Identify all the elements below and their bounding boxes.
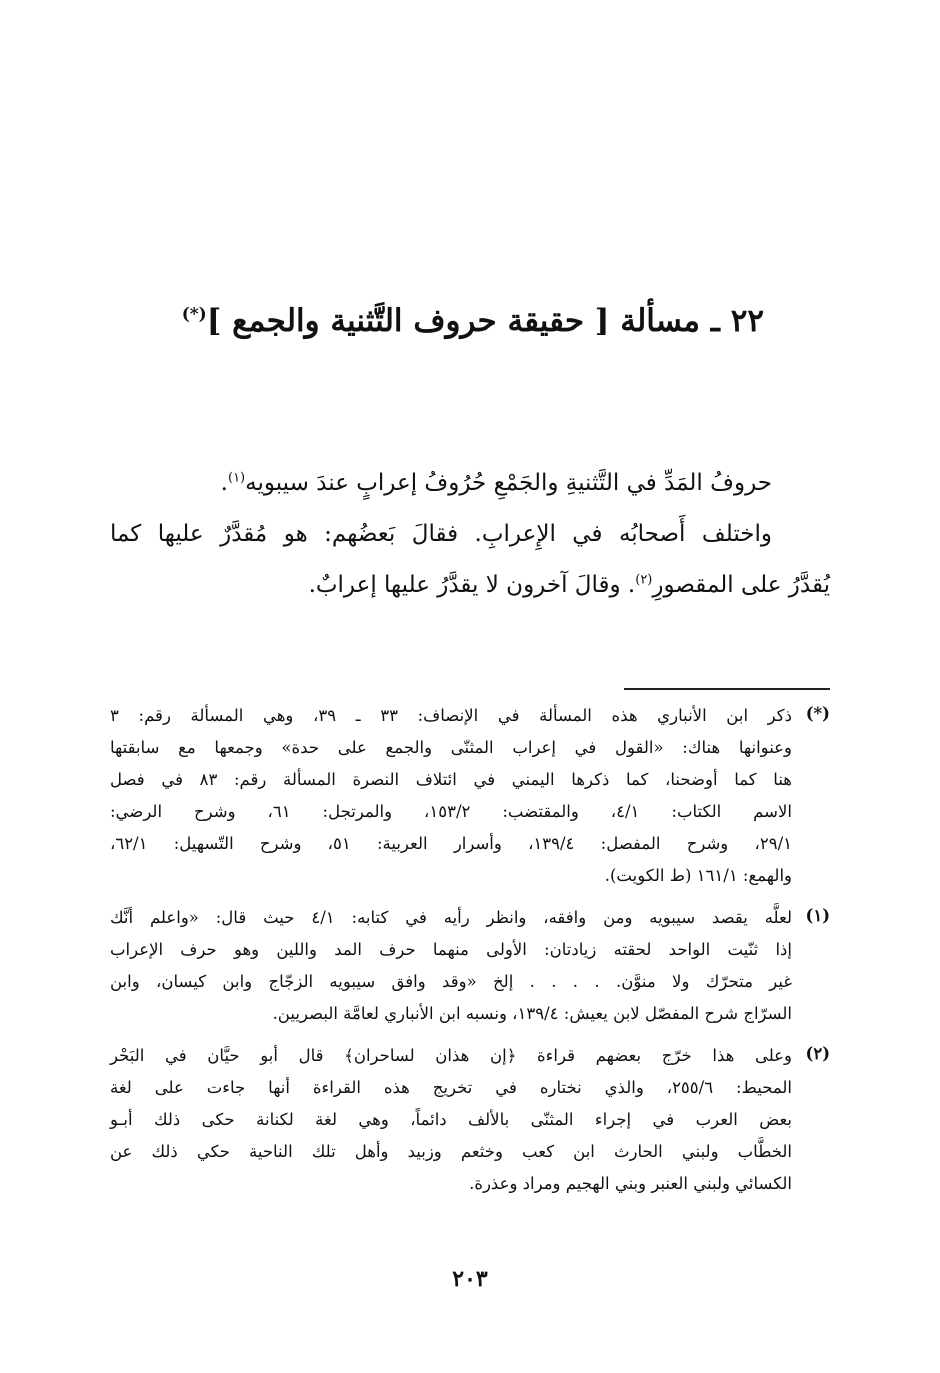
footnote-line: وعلى هذا خرّج بعضهم قراءة ﴿إن هذان لساحران﴾ قال أبو حيَّان في البَحْر bbox=[110, 1046, 792, 1065]
body-line-3 bbox=[110, 572, 830, 623]
body-line-1-tail: . bbox=[220, 470, 228, 496]
footnote-2 bbox=[110, 1040, 830, 1200]
main-text bbox=[110, 470, 830, 623]
footnote-line: والهمع: ١٦١/١ (ط الكويت). bbox=[604, 866, 792, 885]
footnote-line: إذا ثنّيت الواحد لحقته زيادتان: الأولى منهما حرف المد واللين وهو حرف الإعراب bbox=[110, 940, 792, 959]
chapter-title bbox=[144, 303, 764, 339]
body-line-3-text: يُقدَّرُ على المقصورِ bbox=[652, 572, 830, 598]
footnote-star bbox=[110, 700, 830, 892]
footnote-line: الخطَّاب ولبني الحارث ابن كعب وخثعم وزبيد وأهل تلك الناحية حكي ذلك عن bbox=[110, 1142, 792, 1161]
footnote-line: ٢٩/١، وشرح المفصل: ١٣٩/٤، وأسرار العربية: ٥١، وشرح التّسهيل: ٦٢/١، bbox=[110, 834, 792, 853]
footnote-line: المحيط: ٢٥٥/٦، والذي نختاره في تخريج هذه القراءة أنها جاءت على لغة bbox=[110, 1078, 792, 1097]
footnote-line: ذكر ابن الأنباري هذه المسألة في الإنصاف: ٣٣ ـ ٣٩، وهي المسألة رقم: ٣ bbox=[110, 706, 792, 725]
page-number: ٢٠٣ bbox=[452, 1266, 488, 1292]
body-line-2-text: واختلف أَصحابُه في الإِعرابِ. فقالَ بَعضُهم: هو مُقدَّرٌ عليها كما bbox=[110, 521, 772, 547]
footnote-body bbox=[110, 700, 792, 892]
chapter-title-text: ٢٢ ـ مسألة [ حقيقة حروف التَّثنية والجمع ] bbox=[206, 302, 764, 339]
footnote-body bbox=[110, 902, 792, 1030]
footnote-line: بعض العرب في إجراء المثنّى بالألف دائماً، وهي لغة لكنانة حكى ذلك أبـو bbox=[110, 1110, 792, 1129]
footnote-line: السرّاج شرح المفصّل لابن يعيش: ١٣٩/٤، ونسبه ابن الأنباري لعامَّة البصريين. bbox=[272, 1004, 792, 1023]
body-line-1-text: حروفُ المَدِّ في التَّثنيةِ والجَمْعِ حُرُوفُ إعرابٍ عندَ سيبويه bbox=[245, 470, 772, 496]
footnotes bbox=[110, 700, 830, 1210]
footnote-body bbox=[110, 1040, 792, 1200]
footnote-marker: (٢) bbox=[805, 1044, 830, 1063]
footnote-line: غير متحرّك ولا منوَّن. . . . . إلخ «وقد وافق سيبويه الزجّاج وابن كيسان، وابن bbox=[110, 972, 792, 991]
footnote-ref-2: (٢) bbox=[635, 572, 653, 588]
footnote-marker: (*) bbox=[805, 704, 830, 723]
body-line-2 bbox=[110, 521, 830, 572]
footnote-line: لعلَّه يقصد سيبويه ومن وافقه، وانظر رأيه في كتابه: ٤/١ حيث قال: «واعلم أنَّك bbox=[110, 908, 792, 927]
footnote-line: الكسائي ولبني العنبر وبني الهجيم ومراد وعذرة. bbox=[469, 1174, 792, 1193]
footnote-line: وعنوانها هناك: «القول في إعراب المثنّى والجمع على حدة» وجمعها مع سابقتها bbox=[110, 738, 792, 757]
body-line-1 bbox=[110, 470, 830, 521]
footnote-line: الاسم الكتاب: ٤/١، والمقتضب: ١٥٣/٢، والمرتجل: ٦١، وشرح الرضي: bbox=[110, 802, 792, 821]
footnote-ref-1: (١) bbox=[227, 470, 246, 486]
title-footnote-marker: (*) bbox=[181, 304, 207, 325]
body-line-3-tail: . وقالَ آخرون لا يقدَّرُ عليها إعرابٌ. bbox=[308, 572, 636, 598]
footnote-marker: (١) bbox=[805, 906, 830, 925]
footnote-separator bbox=[624, 688, 830, 690]
footnote-1 bbox=[110, 902, 830, 1030]
footnote-line: هنا كما أوضحنا، كما ذكرها اليمني في ائتلاف النصرة المسألة رقم: ٨٣ في فصل bbox=[110, 770, 792, 789]
